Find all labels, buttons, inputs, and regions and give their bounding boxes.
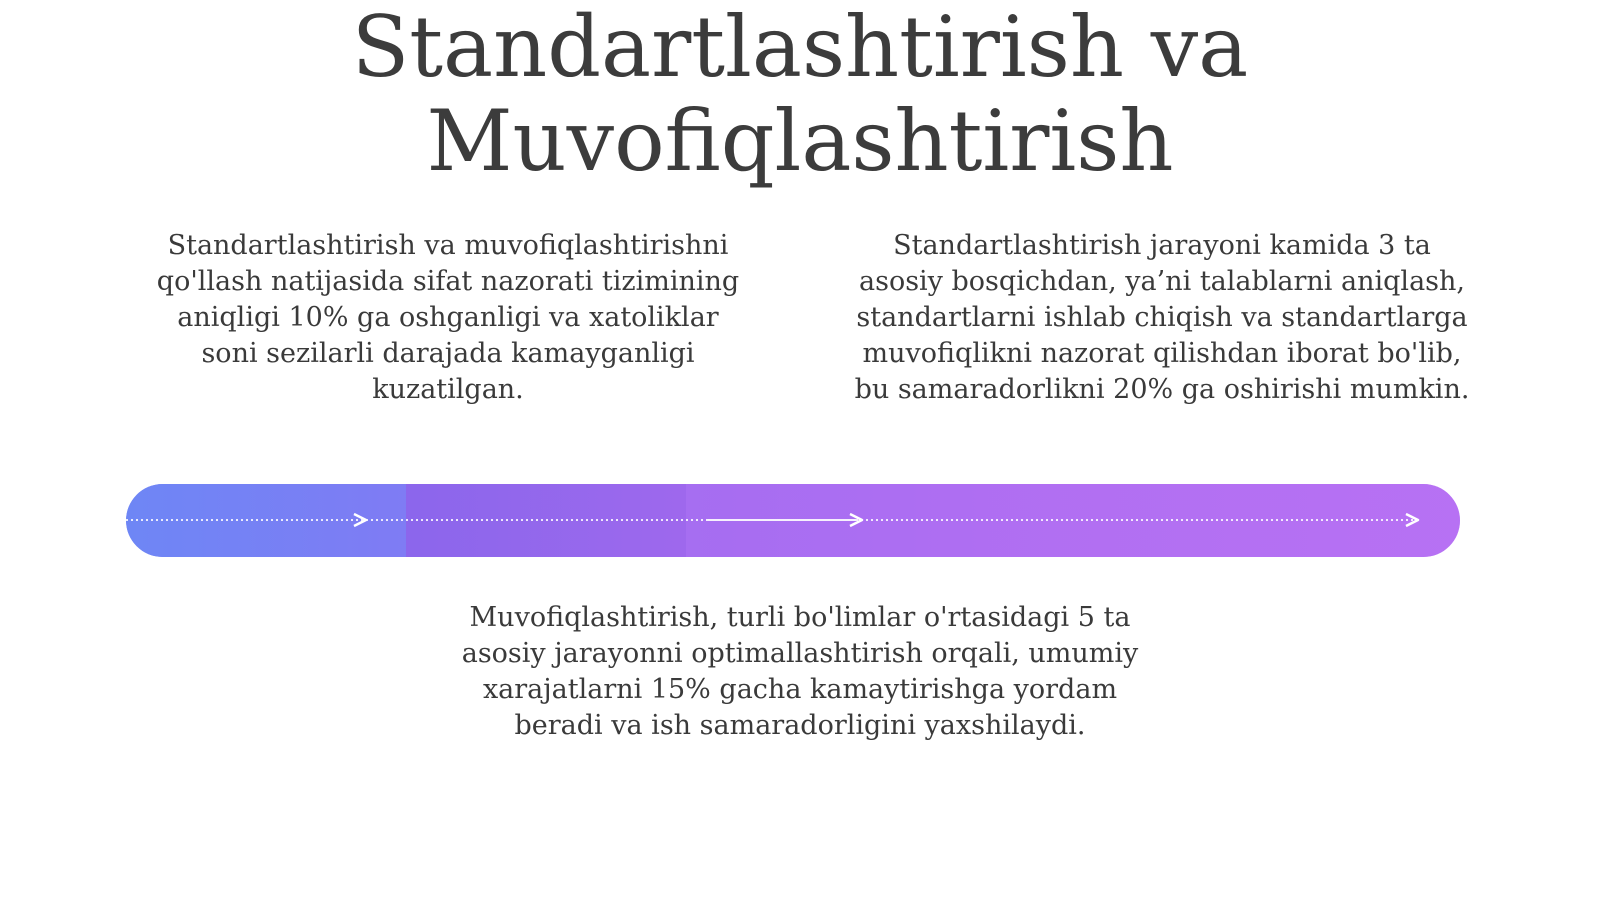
right-paragraph: Standartlashtirish jarayoni kamida 3 ta asosiy bosqichdan, ya’ni talablarni aniqlash, standartlarni ishlab chiqish va standartlarga muvofiqlikni nazorat qilishdan iborat bo'lib, bu samaradorlikni 20% ga oshirishi mumkin. (854, 230, 1470, 405)
timeline-arrows (126, 484, 1460, 557)
timeline-bar (126, 484, 1460, 557)
page-title (0, 0, 1600, 188)
bottom-paragraph: Muvofiqlashtirish, turli bo'limlar o'rtasidagi 5 ta asosiy jarayonni optimallashtirish orqali, umumiy xarajatlarni 15% gacha kamaytirishga yordam beradi va ish samaradorligini yaxshilaydi. (461, 602, 1139, 741)
arrow-right-icon (354, 514, 366, 526)
title-line-1: Standartlashtirish va (351, 0, 1249, 96)
title-line-2: Muvofiqlashtirish (426, 92, 1174, 190)
left-paragraph: Standartlashtirish va muvofiqlashtirishni qo'llash natijasida sifat nazorati tizimining aniqligi 10% ga oshganligi va xatoliklar soni sezilarli darajada kamayganligi kuzatilgan. (156, 230, 740, 405)
